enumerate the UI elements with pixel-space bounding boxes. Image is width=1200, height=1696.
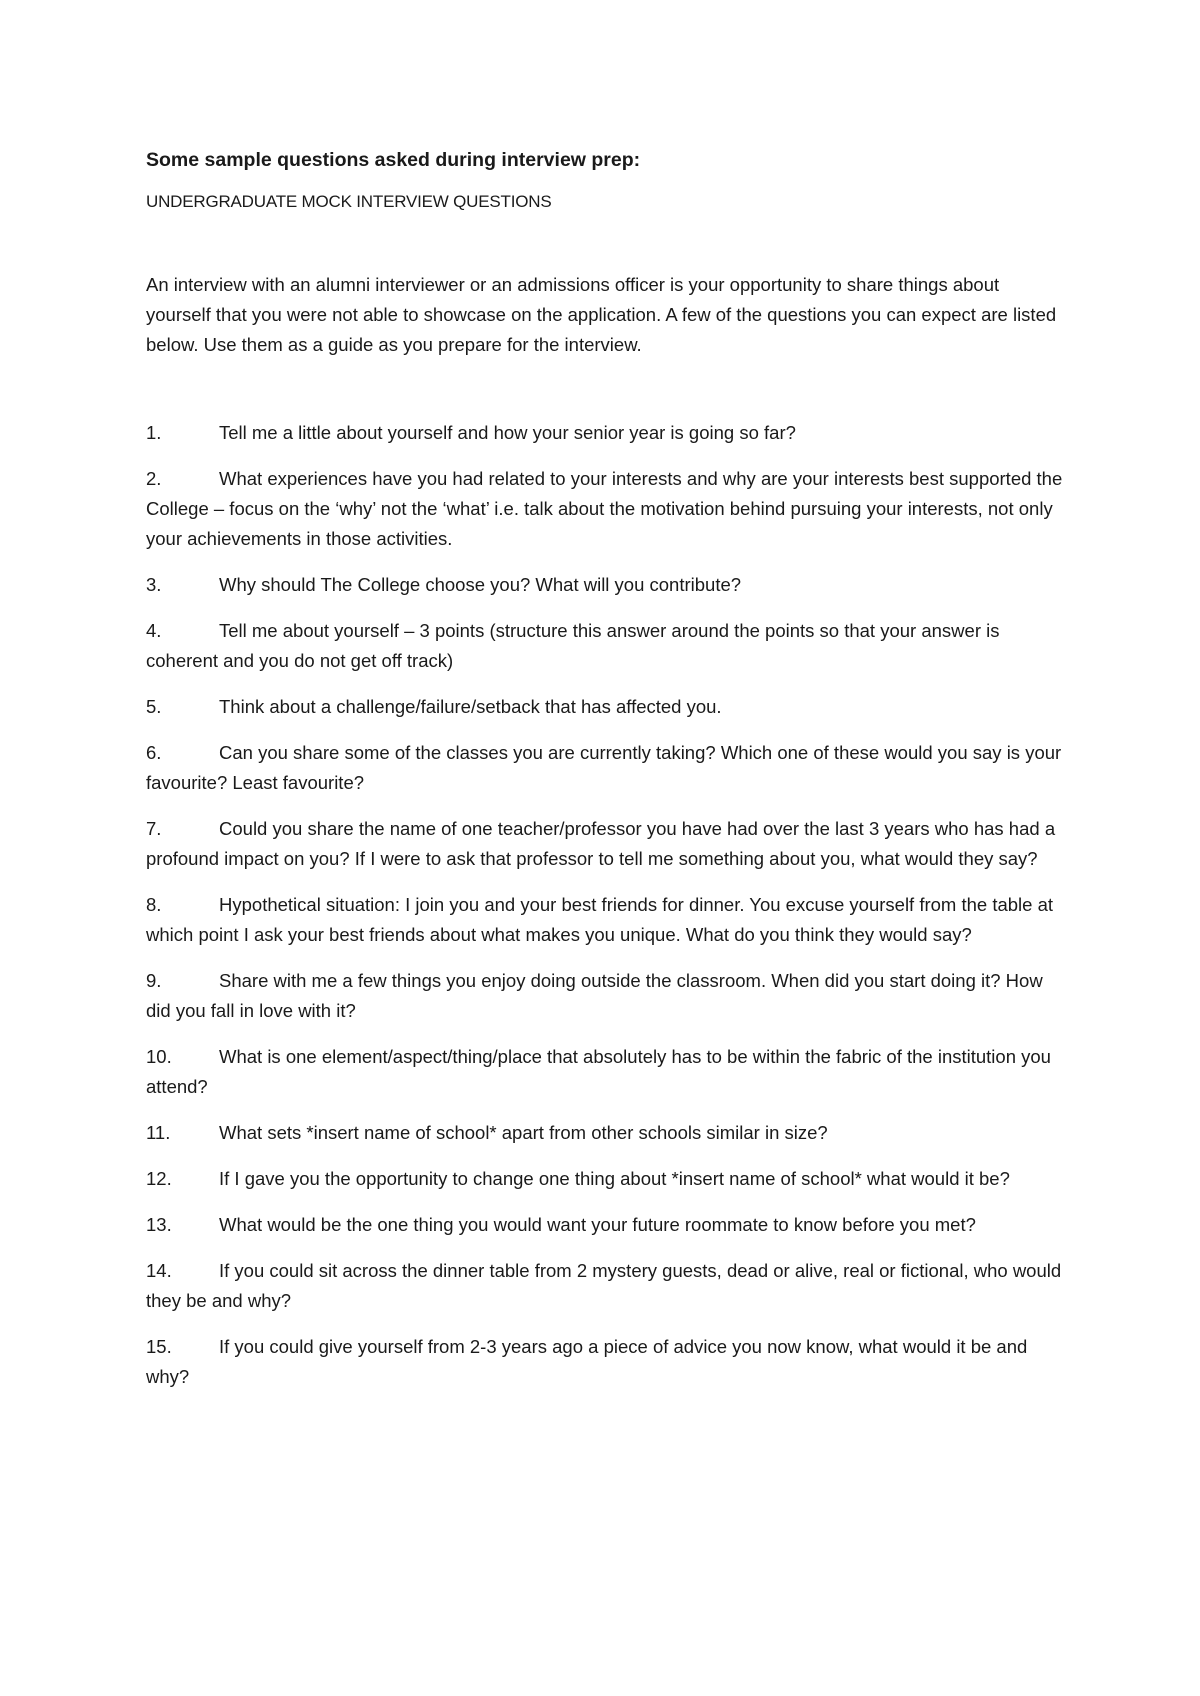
question-item [146,692,1066,722]
question-text: Tell me a little about yourself and how your senior year is going so far? [219,422,796,443]
question-item [146,1332,1066,1392]
question-number: 10. [146,1046,172,1067]
question-item [146,1042,1066,1102]
question-text: Tell me about yourself – 3 points (structure this answer around the points so that your answer is coherent and you do not get off track) [146,620,1000,671]
question-text: If you could sit across the dinner table from 2 mystery guests, dead or alive, real or fictional, who would they be and why? [146,1260,1062,1311]
question-number: 8. [146,894,162,915]
question-item [146,418,1066,448]
question-item [146,1118,1066,1148]
question-item [146,570,1066,600]
question-text: Can you share some of the classes you are currently taking? Which one of these would you say is your favourite? Least favourite? [146,742,1062,793]
question-item [146,1164,1066,1194]
question-text: If I gave you the opportunity to change one thing about *insert name of school* what would it be? [219,1168,1010,1189]
question-number: 1. [146,422,162,443]
question-text: What sets *insert name of school* apart from other schools similar in size? [219,1122,828,1143]
question-number: 6. [146,742,162,763]
question-number: 2. [146,468,162,489]
question-text: What would be the one thing you would want your future roommate to know before you met? [219,1214,976,1235]
question-number: 7. [146,818,162,839]
document-subheading: UNDERGRADUATE MOCK INTERVIEW QUESTIONS [146,192,552,211]
question-item [146,1210,1066,1240]
intro-paragraph: An interview with an alumni interviewer or an admissions officer is your opportunity to share things about yourself that you were not able to showcase on the application. A few of the questions you can expect are listed below. Use them as a guide as you prepare for the interview. [146,274,1057,355]
question-text: Why should The College choose you? What will you contribute? [219,574,742,595]
question-item [146,890,1066,950]
question-number: 9. [146,970,162,991]
question-text: Hypothetical situation: I join you and your best friends for dinner. You excuse yourself from the table at which point I ask your best friends about what makes you unique. What do you think they would say? [146,894,1054,945]
question-item [146,616,1066,676]
question-text: If you could give yourself from 2-3 years ago a piece of advice you now know, what would it be and why? [146,1336,1028,1387]
question-item [146,738,1066,798]
question-item [146,1256,1066,1316]
question-text: Could you share the name of one teacher/professor you have had over the last 3 years who has had a profound impact on you? If I were to ask that professor to tell me something about you, what would they say? [146,818,1056,869]
document-heading: Some sample questions asked during interview prep: [146,149,641,171]
document-page [146,146,1066,1408]
question-number: 11. [146,1122,171,1143]
question-item [146,464,1066,554]
question-list [146,418,1066,1392]
question-item [146,966,1066,1026]
question-number: 13. [146,1214,172,1235]
question-text: What is one element/aspect/thing/place that absolutely has to be within the fabric of the institution you attend? [146,1046,1051,1097]
question-number: 12. [146,1168,172,1189]
question-number: 3. [146,574,162,595]
question-text: Think about a challenge/failure/setback that has affected you. [219,696,722,717]
question-number: 14. [146,1260,172,1281]
question-item [146,814,1066,874]
question-text: Share with me a few things you enjoy doing outside the classroom. When did you start doing it? How did you fall in love with it? [146,970,1043,1021]
question-number: 15. [146,1336,172,1357]
question-text: What experiences have you had related to your interests and why are your interests best supported the College – focus on the ‘why’ not the ‘what’ i.e. talk about the motivation behind pursuing your interests, not only your achievements in those activities. [146,468,1063,549]
question-number: 5. [146,696,162,717]
question-number: 4. [146,620,162,641]
